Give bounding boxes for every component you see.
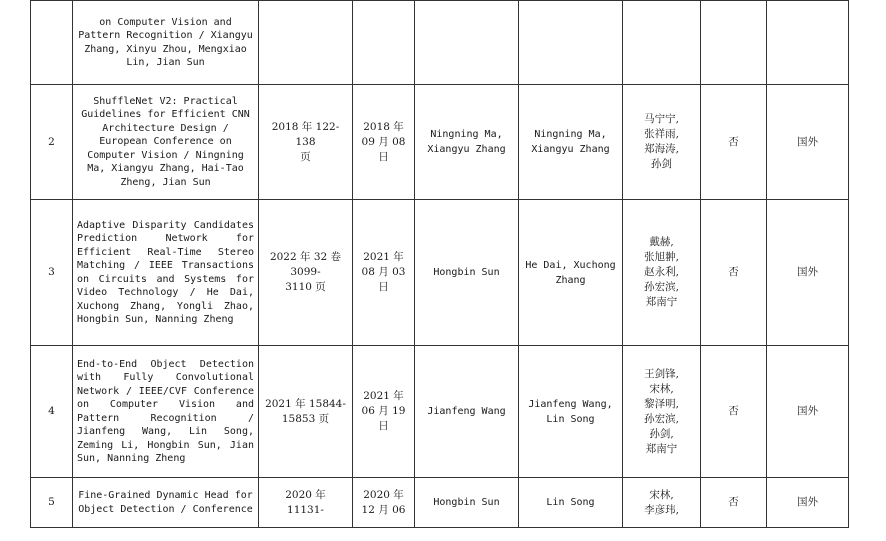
flag-cell: 否 — [701, 200, 767, 346]
table-row — [31, 1, 849, 85]
paper-title-cell: Fine-Grained Dynamic Head for Object Detection / Conference — [73, 478, 259, 528]
row-number: 3 — [31, 200, 73, 346]
first-author-cell: Ningning Ma, Xiangyu Zhang — [415, 85, 519, 200]
first-author-cell: Jianfeng Wang — [415, 346, 519, 478]
scope-cell: 国外 — [767, 346, 849, 478]
date-cell — [353, 1, 415, 85]
first-author-cell: Hongbin Sun — [415, 478, 519, 528]
row-number: 5 — [31, 478, 73, 528]
paper-title-cell: ShuffleNet V2: Practical Guidelines for Efficient CNN Architecture Design / European Conference on Computer Vision / Ningning Ma, Xiangyu Zhang, Hai-Tao Zheng, Jian Sun — [73, 85, 259, 200]
pages-cell — [259, 1, 353, 85]
table-row — [31, 478, 849, 528]
paper-title-cell: Adaptive Disparity Candidates Prediction Network for Efficient Real-Time Stereo Matching / IEEE Transactions on Circuits and Systems for Video Technology / He Dai, Xuchong Zhang, Yongli Zhao, Hongbin Sun, Nanning Zheng — [73, 200, 259, 346]
scope-cell: 国外 — [767, 85, 849, 200]
row-number — [31, 1, 73, 85]
table-row — [31, 85, 849, 200]
corresponding-author-cell: Ningning Ma, Xiangyu Zhang — [519, 85, 623, 200]
pages-cell: 2021 年 15844- 15853 页 — [259, 346, 353, 478]
table-row — [31, 346, 849, 478]
corresponding-author-cell: He Dai, Xuchong Zhang — [519, 200, 623, 346]
members-cell — [623, 1, 701, 85]
pages-cell: 2022 年 32 卷 3099- 3110 页 — [259, 200, 353, 346]
scope-cell: 国外 — [767, 200, 849, 346]
pages-cell: 2018 年 122-138 页 — [259, 85, 353, 200]
paper-title-cell: on Computer Vision and Pattern Recognition / Xiangyu Zhang, Xinyu Zhou, Mengxiao Lin, Jian Sun — [73, 1, 259, 85]
first-author-cell — [415, 1, 519, 85]
paper-title-cell: End-to-End Object Detection with Fully Convolutional Network / IEEE/CVF Conference on Computer Vision and Pattern Recognition / Jianfeng Wang, Lin Song, Zeming Li, Hongbin Sun, Jian Sun, Nanning Zheng — [73, 346, 259, 478]
flag-cell — [701, 1, 767, 85]
date-cell: 2020 年 12 月 06 — [353, 478, 415, 528]
flag-cell: 否 — [701, 478, 767, 528]
members-cell: 宋林, 李彦玮, — [623, 478, 701, 528]
members-cell: 马宁宁, 张祥雨, 郑海涛, 孙剑 — [623, 85, 701, 200]
corresponding-author-cell: Lin Song — [519, 478, 623, 528]
achievements-table — [30, 0, 849, 528]
date-cell: 2021 年 06 月 19 日 — [353, 346, 415, 478]
members-cell: 王剑锋, 宋林, 黎泽明, 孙宏滨, 孙剑, 郑南宁 — [623, 346, 701, 478]
date-cell: 2021 年 08 月 03 日 — [353, 200, 415, 346]
row-number: 2 — [31, 85, 73, 200]
corresponding-author-cell: Jianfeng Wang, Lin Song — [519, 346, 623, 478]
first-author-cell: Hongbin Sun — [415, 200, 519, 346]
date-cell: 2018 年 09 月 08 日 — [353, 85, 415, 200]
pages-cell: 2020 年 11131- — [259, 478, 353, 528]
row-number: 4 — [31, 346, 73, 478]
flag-cell: 否 — [701, 346, 767, 478]
members-cell: 戴赫, 张旭翀, 赵永利, 孙宏滨, 郑南宁 — [623, 200, 701, 346]
scope-cell — [767, 1, 849, 85]
scope-cell: 国外 — [767, 478, 849, 528]
corresponding-author-cell — [519, 1, 623, 85]
table-row — [31, 200, 849, 346]
flag-cell: 否 — [701, 85, 767, 200]
